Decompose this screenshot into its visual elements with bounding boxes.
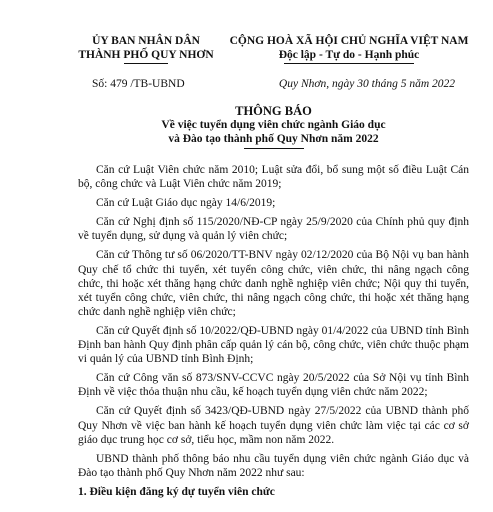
paragraph: Căn cứ Thông tư số 06/2020/TT-BNV ngày 02/12/2020 của Bộ Nội vụ ban hành Quy chế tổ chức thi tuyển, xét tuyển công chức, viên chức, thi nâng ngạch công chức, thi hoặc xét thăng hạng chức danh nghề nghiệp viên chức; Nội quy thi tuyển, xét tuyển công chức, viên chức, thi nâng ngạch công chức, thi hoặc xét thăng hạng chức danh nghề nghiệp viên chức;: [78, 249, 469, 318]
section-heading: 1. Điều kiện đăng ký dự tuyển viên chức: [78, 485, 275, 498]
paragraph: Căn cứ Luật Giáo dục ngày 14/6/2019;: [96, 197, 276, 210]
national-motto: [229, 34, 469, 64]
issuing-authority: [72, 34, 220, 64]
document-meta: [78, 78, 469, 90]
paragraph: Căn cứ Nghị định số 115/2020/NĐ-CP ngày 25/9/2020 của Chính phủ quy định về tuyển dụng, sử dụng và quản lý viên chức;: [78, 216, 469, 243]
country-name: CỘNG HOÀ XÃ HỘI CHỦ NGHĨA VIỆT NAM: [229, 35, 469, 47]
authority-underline: [124, 63, 168, 64]
title-subtitle-2: và Đào tạo thành phố Quy Nhơn năm 2022: [168, 133, 379, 145]
document-body: [78, 163, 469, 499]
paragraph: UBND thành phố thông báo nhu cầu tuyển dụng viên chức ngành Giáo dục và Đào tạo thành phố Quy Nhơn năm 2022 như sau:: [78, 452, 469, 479]
title-main: THÔNG BÁO: [235, 104, 312, 118]
title-underline: [244, 148, 304, 149]
title-subtitle-1: Về việc tuyển dụng viên chức ngành Giáo dục: [161, 119, 386, 131]
document-header: [78, 34, 469, 64]
document-number: Số: 479 /TB-UBND: [92, 78, 185, 90]
paragraph: Căn cứ Quyết định số 3423/QĐ-UBND ngày 27/5/2022 của UBND thành phố Quy Nhơn về việc ban hành kế hoạch tuyển dụng viên chức làm việc tại các cơ sở giáo dục trung học cơ sở, tiểu học, mầm non năm 2022.: [78, 405, 469, 446]
paragraph: Căn cứ Công văn số 873/SNV-CCVC ngày 20/5/2022 của Sở Nội vụ tỉnh Bình Định về việc thỏa thuận nhu cầu, kế hoạch tuyển dụng viên chức năm 2022;: [78, 372, 469, 399]
document-date: Quy Nhơn, ngày 30 tháng 5 năm 2022: [278, 78, 455, 90]
authority-line-1: ỦY BAN NHÂN DÂN: [92, 35, 200, 47]
paragraph: Căn cứ Quyết định số 10/2022/QĐ-UBND ngày 01/4/2022 của UBND tỉnh Bình Định ban hành Quy định phân cấp quản lý cán bộ, công chức, viên chức thuộc phạm vi quản lý của UBND tỉnh Bình Định;: [78, 324, 469, 366]
motto-underline: [284, 63, 414, 64]
authority-line-2: THÀNH PHỐ QUY NHƠN: [78, 49, 214, 61]
document-title: [78, 104, 469, 149]
paragraph: Căn cứ Luật Viên chức năm 2010; Luật sửa đổi, bổ sung một số điều Luật Cán bộ, công chức và Luật Viên chức năm 2019;: [78, 164, 469, 191]
motto: Độc lập - Tự do - Hạnh phúc: [278, 49, 420, 61]
